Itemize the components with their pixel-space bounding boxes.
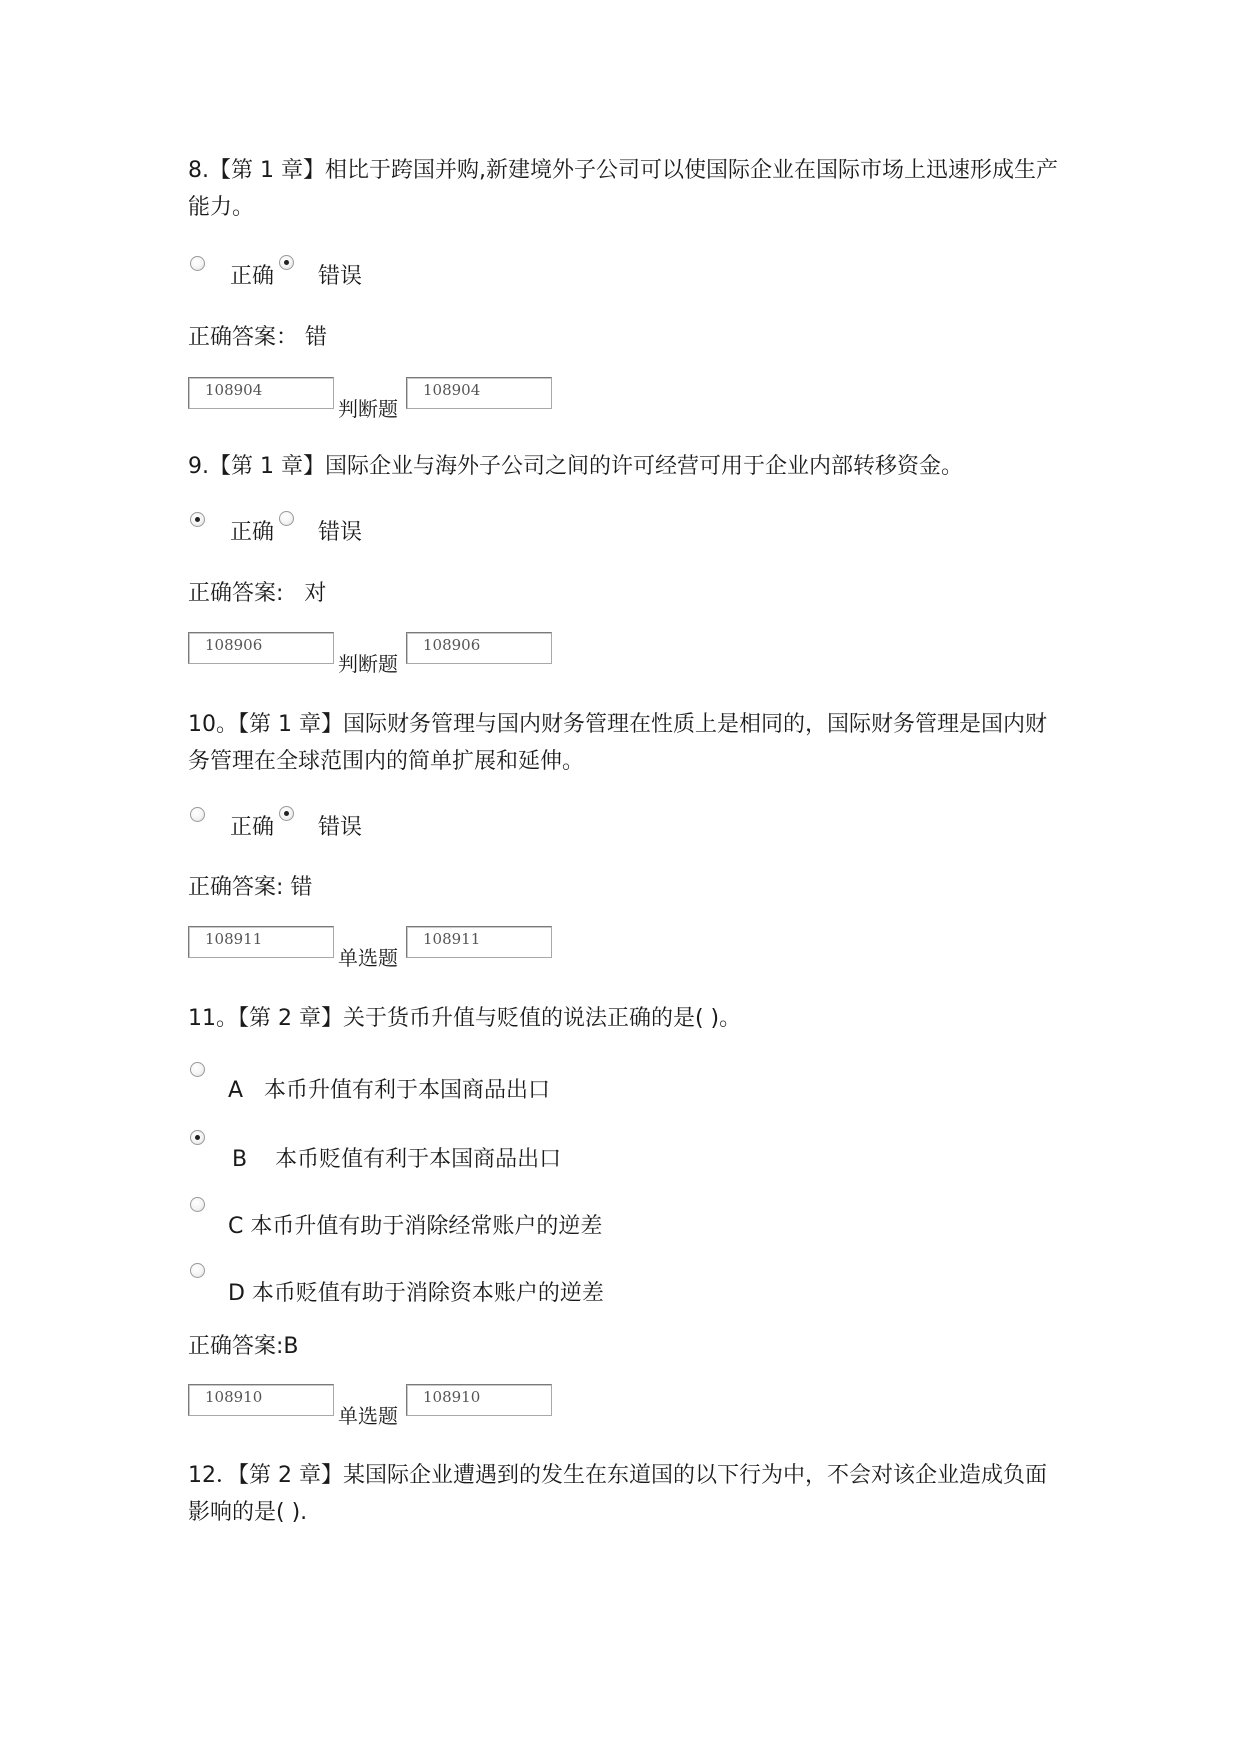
question-id-field-2[interactable]: 108904 [406,377,552,409]
radio-true[interactable] [190,256,205,271]
question-9-options [190,511,590,551]
question-type-label: 判断题 [338,652,398,676]
question-10-options [190,806,590,846]
question-11-text: 11。【第 2 章】关于货币升值与贬值的说法正确的是( )。 [188,1006,742,1031]
option-a-label: A 本币升值有利于本国商品出口 [228,1078,551,1103]
question-id-field[interactable]: 108910 [188,1384,334,1416]
option-d[interactable] [190,1263,890,1306]
question-id-field-2[interactable]: 108910 [406,1384,552,1416]
option-c[interactable] [190,1197,890,1237]
question-id-field[interactable]: 108911 [188,926,334,958]
radio-true[interactable] [190,807,205,822]
question-id-field[interactable]: 108906 [188,632,334,664]
radio-false[interactable] [279,511,294,526]
question-12-text: 12．【第 2 章】某国际企业遭遇到的发生在东道国的以下行为中，不会对该企业造成负面影响的是( ). [188,1463,1047,1525]
question-type-label: 单选题 [338,1404,398,1428]
correct-answer: 正确答案： 错 [188,325,327,350]
radio-a[interactable] [190,1062,205,1077]
correct-answer: 正确答案:B [188,1334,299,1359]
question-id-field[interactable]: 108904 [188,377,334,409]
option-b[interactable] [190,1130,890,1170]
option-d-label: D 本币贬值有助于消除资本账户的逆差 [228,1281,604,1306]
question-type-label: 判断题 [338,397,398,421]
question-9-id-row [188,632,558,677]
option-label-false: 错误 [318,520,363,545]
option-label-true: 正确 [230,264,275,289]
question-8-id-row [188,377,558,422]
radio-c[interactable] [190,1197,205,1212]
correct-answer: 正确答案: 错 [188,875,313,900]
question-10-id-row [188,926,558,971]
radio-true[interactable] [190,512,205,527]
question-8-options [190,255,590,295]
option-b-label: B 本币贬值有利于本国商品出口 [232,1147,562,1172]
option-label-true: 正确 [230,520,275,545]
radio-false[interactable] [279,255,294,270]
radio-d[interactable] [190,1263,205,1278]
option-label-false: 错误 [318,815,363,840]
question-id-field-2[interactable]: 108906 [406,632,552,664]
question-type-label: 单选题 [338,946,398,970]
question-9-text: 9.【第 1 章】国际企业与海外子公司之间的许可经营可用于企业内部转移资金。 [188,454,963,479]
option-label-false: 错误 [318,264,363,289]
option-c-label: C 本币升值有助于消除经常账户的逆差 [228,1214,603,1239]
option-a[interactable] [190,1062,890,1102]
radio-b[interactable] [190,1130,205,1145]
question-11-id-row [188,1384,558,1429]
radio-false[interactable] [279,806,294,821]
correct-answer: 正确答案: 对 [188,581,327,606]
question-8-text: 8.【第 1 章】相比于跨国并购,新建境外子公司可以使国际企业在国际市场上迅速形成生产能力。 [188,158,1058,220]
question-10-text: 10。【第 1 章】国际财务管理与国内财务管理在性质上是相同的，国际财务管理是国内财务管理在全球范围内的简单扩展和延伸。 [188,712,1047,774]
question-id-field-2[interactable]: 108911 [406,926,552,958]
option-label-true: 正确 [230,815,275,840]
